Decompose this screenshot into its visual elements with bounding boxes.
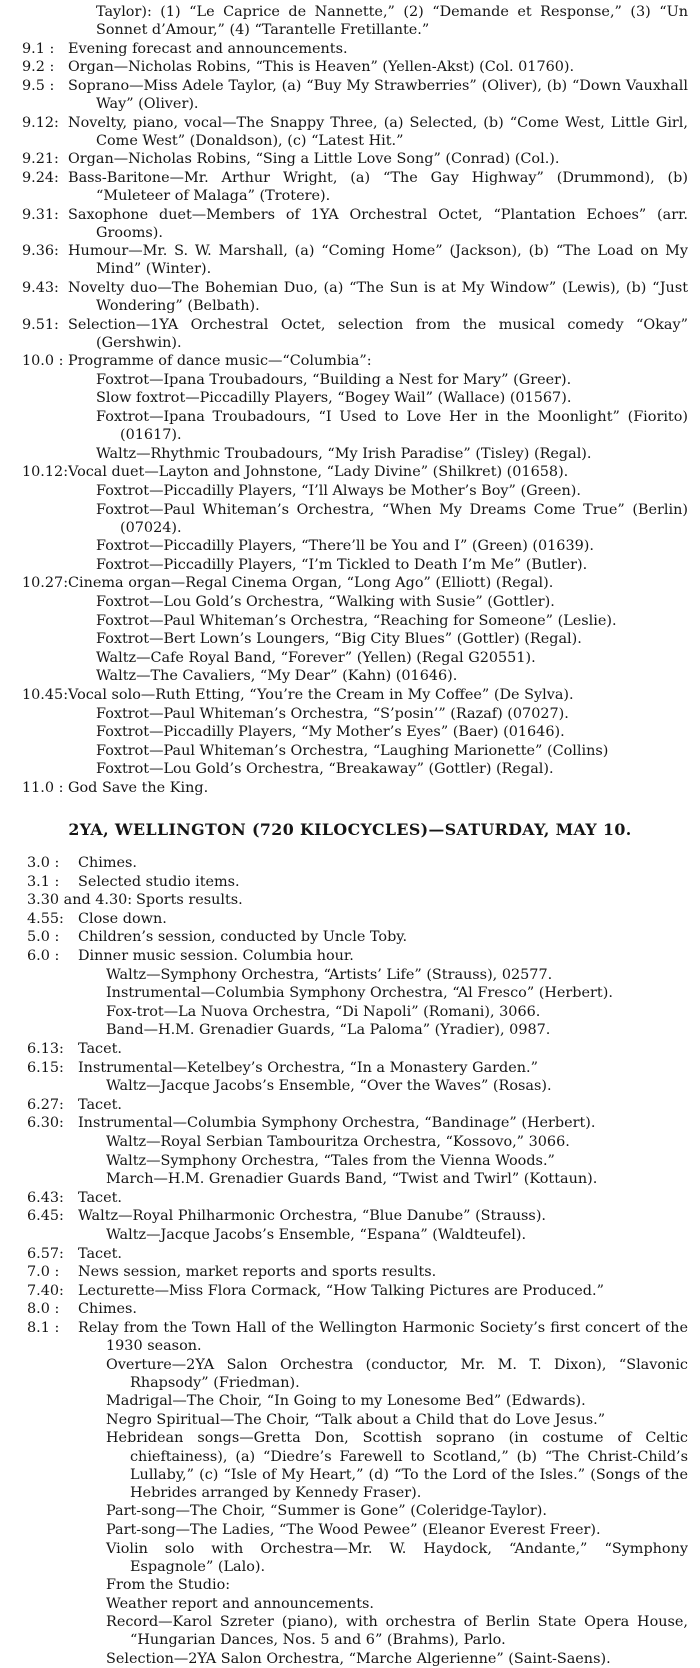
programme-entry <box>0 1114 700 1132</box>
entry-time: 6.45: <box>27 1208 64 1225</box>
programme-entry <box>0 169 700 205</box>
sub-item: Foxtrot—Piccadilly Players, “There’ll be You and I” (Green) (01639). <box>96 538 594 555</box>
sub-item: Foxtrot—Ipana Troubadours, “Building a Nest for Mary” (Greer). <box>96 371 572 388</box>
entry-text: Novelty, piano, vocal—The Snappy Three, (a) Selected, (b) “Come West, Little Girl, Come West” (Donaldson), (c) “Latest Hit.” <box>68 114 688 149</box>
sub-item: Band—H.M. Grenadier Guards, “La Paloma” (Yradier), 0987. <box>106 1022 551 1039</box>
programme-entry <box>0 854 700 872</box>
entry-text: Selection—1YA Orchestral Octet, selection from the musical comedy “Okay” (Gershwin). <box>68 316 688 351</box>
sub-item: Record—Karol Szreter (piano), with orchestra of Berlin State Opera House, “Hungarian Dances, Nos. 5 and 6” (Brahms), Parlo. <box>106 1614 688 1649</box>
programme-entry <box>0 1040 700 1058</box>
sub-item: Waltz—The Cavaliers, “My Dear” (Kahn) (01646). <box>96 668 458 685</box>
entry-sub-items <box>0 1356 700 1668</box>
programme-entry <box>0 40 700 58</box>
programme-entry <box>0 1263 700 1281</box>
entry-time: 6.0 : <box>27 948 60 964</box>
entry-time: 9.31: <box>22 206 59 223</box>
entry-text: Waltz—Royal Philharmonic Orchestra, “Blue Danube” (Strauss). <box>78 1208 547 1225</box>
entry-text: Selected studio items. <box>78 873 240 890</box>
entry-time: 9.24: <box>22 169 59 186</box>
entry-text: God Save the King. <box>68 779 209 796</box>
entry-time: 3.30 and 4.30: <box>27 892 133 909</box>
entry-text: Chimes. <box>78 855 138 872</box>
entry-time: 7.0 : <box>27 1264 60 1281</box>
entry-time: 9.12: <box>22 114 59 131</box>
sub-item: Fox-trot—La Nuova Orchestra, “Di Napoli” (Romani), 3066. <box>106 1003 541 1020</box>
entry-time: 9.5 : <box>22 77 55 94</box>
sub-item: Waltz—Jacque Jacobs’s Ensemble, “Espana” (Waldteufel). <box>106 1226 527 1243</box>
sub-item: Slow foxtrot—Piccadilly Players, “Bogey Wail” (Wallace) (01567). <box>96 390 572 407</box>
sub-item: Hebridean songs—Gretta Don, Scottish soprano (in costume of Celtic chieftainess), (a) “Diedre’s Farewell to Scotland,” (b) “The Christ-Child’s Lullaby,” (c) “Isle of My Heart,” (d) “To the Lord of the Isles.” (Songs of the Hebrides arranged by Kennedy Fraser). <box>106 1430 688 1501</box>
entry-time: 8.0 : <box>27 1301 60 1318</box>
programme-entry <box>0 58 700 76</box>
programme-entry <box>0 114 700 150</box>
entry-text: Soprano—Miss Adele Taylor, (a) “Buy My Strawberries” (Oliver), (b) “Down Vauxhall Way” (Oliver). <box>68 77 688 112</box>
sub-item: Foxtrot—Bert Lown’s Loungers, “Big City Blues” (Gottler) (Regal). <box>96 631 582 648</box>
sub-item: March—H.M. Grenadier Guards Band, “Twist and Twirl” (Kottaun). <box>106 1171 598 1188</box>
sub-item: Selection—2YA Salon Orchestra, “Marche Algerienne” (Saint-Saens). <box>106 1651 611 1668</box>
programme-entry <box>0 574 700 592</box>
sub-item: Negro Spiritual—The Choir, “Talk about a Child that do Love Jesus.” <box>106 1411 606 1428</box>
entry-text: Instrumental—Ketelbey’s Orchestra, “In a Monastery Garden.” <box>78 1059 538 1076</box>
entry-time: 9.36: <box>22 243 59 260</box>
entry-text: Relay from the Town Hall of the Wellington Harmonic Society’s first concert of the 1930 season. <box>78 1319 688 1354</box>
sub-item: Foxtrot—Paul Whiteman’s Orchestra, “Reaching for Someone” (Leslie). <box>96 612 617 629</box>
entry-time: 9.51: <box>22 316 59 333</box>
sub-item: Foxtrot—Piccadilly Players, “My Mother’s Eyes” (Baer) (01646). <box>96 724 565 741</box>
entry-time: 6.15: <box>27 1059 64 1076</box>
sub-item: Foxtrot—Ipana Troubadours, “I Used to Love Her in the Moonlight” (Fiorito) (01617). <box>96 409 688 444</box>
entry-text: Tacet. <box>78 1040 122 1057</box>
entry-time: 6.30: <box>27 1115 64 1132</box>
sub-item: Waltz—Symphony Orchestra, “Tales from the Vienna Woods.” <box>106 1152 555 1169</box>
sub-item: From the Studio: <box>106 1577 231 1594</box>
entry-time: 9.21: <box>22 151 59 168</box>
sub-item: Foxtrot—Piccadilly Players, “I’m Tickled to Death I’m Me” (Butler). <box>96 556 588 573</box>
continuation-line: Taylor): (1) “Le Caprice de Nannette,” (2) “Demande et Response,” (3) “Un Sonnet d’Amour,” (4) “Tarantelle Fretillante.” <box>96 4 688 39</box>
entry-time: 6.13: <box>27 1040 64 1057</box>
entry-sub-items <box>0 593 700 685</box>
entry-text: Organ—Nicholas Robins, “This is Heaven” (Yellen-Akst) (Col. 01760). <box>68 59 575 76</box>
entry-time: 6.43: <box>27 1189 64 1206</box>
sub-item: Madrigal—The Choir, “In Going to my Lonesome Bed” (Edwards). <box>106 1393 586 1410</box>
sub-item: Foxtrot—Lou Gold’s Orchestra, “Breakaway” (Gottler) (Regal). <box>96 761 554 778</box>
sub-item: Overture—2YA Salon Orchestra (conductor, Mr. M. T. Dixon), “Slavonic Rhapsody” (Friedman). <box>106 1356 688 1391</box>
entry-time: 11.0 : <box>22 779 64 796</box>
entry-time: 10.12: <box>22 464 69 481</box>
programme-entry <box>0 779 700 797</box>
entry-sub-items <box>0 1077 700 1095</box>
entry-sub-items <box>0 966 700 1040</box>
entry-text: Tacet. <box>78 1245 122 1262</box>
entry-text: Cinema organ—Regal Cinema Organ, “Long Ago” (Elliott) (Regal). <box>68 575 554 592</box>
sub-item: Violin solo with Orchestra—Mr. W. Haydock, “Andante,” “Symphony Espagnole” (Lalo). <box>106 1540 688 1575</box>
sub-item: Waltz—Rhythmic Troubadours, “My Irish Paradise” (Tisley) (Regal). <box>96 445 592 462</box>
programme-entry <box>0 910 700 928</box>
entry-text: Evening forecast and announcements. <box>68 40 348 57</box>
programme-entry <box>0 1059 700 1077</box>
programme-entry <box>0 77 700 113</box>
entry-sub-items <box>0 371 700 463</box>
sub-item: Foxtrot—Piccadilly Players, “I’ll Always be Mother’s Boy” (Green). <box>96 482 581 499</box>
entry-text: Bass-Baritone—Mr. Arthur Wright, (a) “The Gay Highway” (Drummond), (b) “Muleteer of Malaga” (Trotere). <box>68 169 688 204</box>
station-heading: 2YA, WELLINGTON (720 KILOCYCLES)—SATURDAY, MAY 10. <box>68 820 632 840</box>
entry-time: 5.0 : <box>27 929 60 946</box>
sub-item: Waltz—Cafe Royal Band, “Forever” (Yellen) (Regal G20551). <box>96 649 536 666</box>
sub-item: Part-song—The Ladies, “The Wood Pewee” (Eleanor Everest Freer). <box>106 1521 601 1538</box>
entry-time: 9.2 : <box>22 59 55 76</box>
sub-item: Weather report and announcements. <box>106 1595 374 1612</box>
entry-sub-items <box>0 1133 700 1188</box>
programme-entry <box>0 928 700 946</box>
programme-entry <box>0 242 700 278</box>
entry-text: Lecturette—Miss Flora Cormack, “How Talking Pictures are Produced.” <box>78 1282 604 1299</box>
entry-text: Organ—Nicholas Robins, “Sing a Little Love Song” (Conrad) (Col.). <box>68 151 560 168</box>
entry-time: 6.57: <box>27 1245 64 1262</box>
programme-entry <box>0 463 700 481</box>
entry-text: Vocal duet—Layton and Johnstone, “Lady Divine” (Shilkret) (01658). <box>68 464 569 481</box>
sub-item: Foxtrot—Paul Whiteman’s Orchestra, “S’posin’” (Razaf) (07027). <box>96 705 569 722</box>
entry-time: 3.1 : <box>27 873 60 890</box>
entry-text: Close down. <box>78 910 167 927</box>
programme-entry <box>0 1245 700 1263</box>
entry-time: 7.40: <box>27 1282 64 1299</box>
entry-text: Humour—Mr. S. W. Marshall, (a) “Coming Home” (Jackson), (b) “The Load on My Mind” (Winter). <box>68 243 688 278</box>
sub-item: Waltz—Royal Serbian Tambouritza Orchestra, “Kossovo,” 3066. <box>106 1133 570 1150</box>
entry-time: 10.27: <box>22 575 69 592</box>
entry-time: 3.0 : <box>27 855 60 872</box>
programme-entry <box>0 1300 700 1318</box>
sub-item: Part-song—The Choir, “Summer is Gone” (Coleridge-Taylor). <box>106 1503 547 1520</box>
sub-item: Foxtrot—Paul Whiteman’s Orchestra, “Laughing Marionette” (Collins) <box>96 742 609 759</box>
entry-time: 4.55: <box>27 910 64 927</box>
entry-text: Children’s session, conducted by Uncle Toby. <box>78 929 408 946</box>
entry-text: Tacet. <box>78 1096 122 1113</box>
entry-text: Sports results. <box>136 892 243 909</box>
programme-entry <box>0 150 700 168</box>
section-1ya-continued <box>0 3 700 797</box>
entry-text: Novelty duo—The Bohemian Duo, (a) “The Sun is at My Window” (Lewis), (b) “Just Wondering” (Belbath). <box>68 279 688 314</box>
programme-entry <box>0 891 700 909</box>
sub-item: Waltz—Jacque Jacobs’s Ensemble, “Over the Waves” (Rosas). <box>106 1078 552 1095</box>
sub-item: Foxtrot—Paul Whiteman’s Orchestra, “When My Dreams Come True” (Berlin) (07024). <box>96 501 688 536</box>
programme-entry <box>0 1189 700 1207</box>
continuation-text <box>0 3 700 39</box>
programme-entry <box>0 206 700 242</box>
programme-entry <box>0 1319 700 1355</box>
entry-text: News session, market reports and sports results. <box>78 1264 437 1281</box>
entry-time: 6.27: <box>27 1096 64 1113</box>
programme-entry <box>0 352 700 370</box>
sub-item: Foxtrot—Lou Gold’s Orchestra, “Walking with Susie” (Gottler). <box>96 594 555 610</box>
programme-entry <box>0 947 700 965</box>
programme-entry <box>0 279 700 315</box>
entry-text: Instrumental—Columbia Symphony Orchestra, “Bandinage” (Herbert). <box>78 1115 596 1132</box>
sub-item: Waltz—Symphony Orchestra, “Artists’ Life” (Strauss), 02577. <box>106 966 553 983</box>
entry-time: 9.43: <box>22 279 59 296</box>
entry-text: Tacet. <box>78 1189 122 1206</box>
entry-text: Dinner music session. Columbia hour. <box>78 948 354 964</box>
programme-entry <box>0 316 700 352</box>
entry-sub-items <box>0 1226 700 1244</box>
programme-entry <box>0 873 700 891</box>
sub-item: Instrumental—Columbia Symphony Orchestra, “Al Fresco” (Herbert). <box>106 985 613 1002</box>
programme-entry <box>0 1282 700 1300</box>
section-2ya-programme <box>0 854 700 1668</box>
entry-time: 10.45: <box>22 686 69 703</box>
programme-entry <box>0 1207 700 1225</box>
entry-time: 10.0 : <box>22 353 64 370</box>
programme-entry <box>0 1096 700 1114</box>
entry-text: Chimes. <box>78 1301 138 1318</box>
entry-text: Programme of dance music—“Columbia”: <box>68 353 372 370</box>
entry-sub-items <box>0 705 700 779</box>
entry-sub-items <box>0 482 700 574</box>
entry-time: 8.1 : <box>27 1319 60 1336</box>
programme-entry <box>0 686 700 704</box>
entry-time: 9.1 : <box>22 40 55 57</box>
entry-text: Vocal solo—Ruth Etting, “You’re the Cream in My Coffee” (De Sylva). <box>68 686 574 703</box>
entry-text: Saxophone duet—Members of 1YA Orchestral Octet, “Plantation Echoes” (arr. Grooms). <box>68 206 688 241</box>
